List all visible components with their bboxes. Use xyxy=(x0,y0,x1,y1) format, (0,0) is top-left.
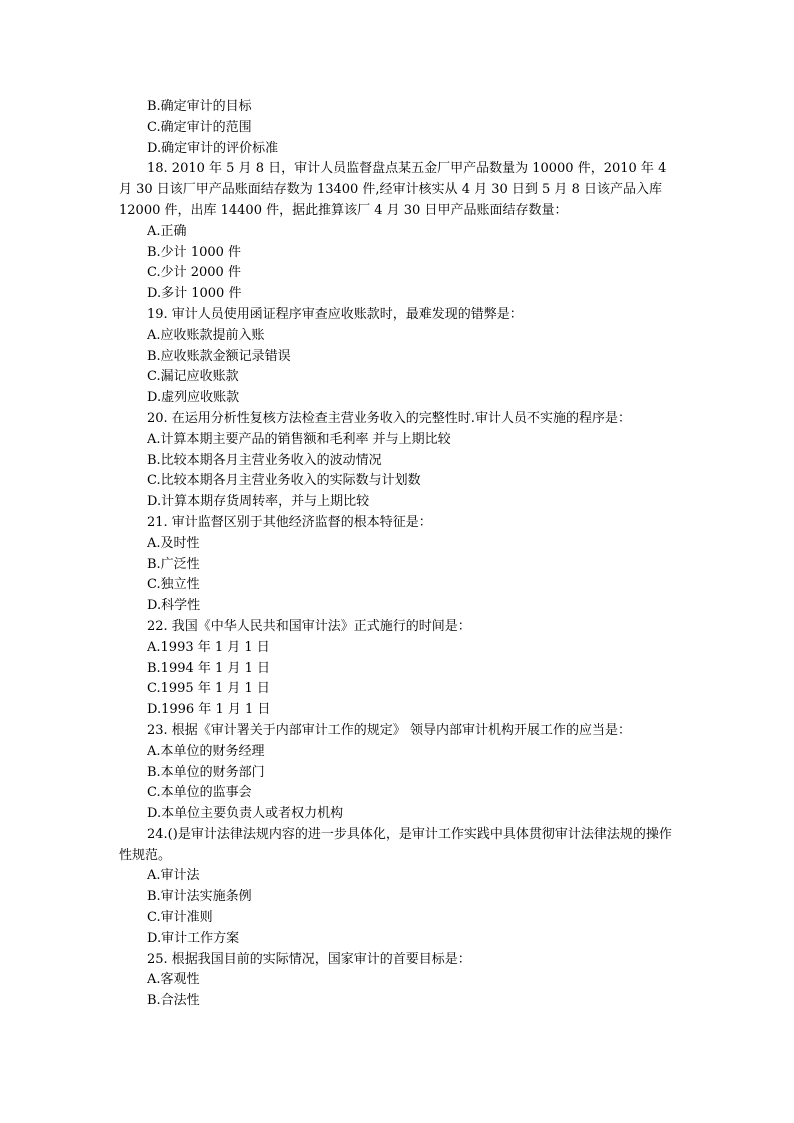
answer-option: B.广泛性 xyxy=(147,556,200,572)
answer-option: A.计算本期主要产品的销售额和毛利率 并与上期比较 xyxy=(147,431,451,447)
answer-option: B.比较本期各月主营业务收入的波动情况 xyxy=(147,452,382,468)
question-text: 20. 在运用分析性复核方法检查主营业务收入的完整性时.审计人员不实施的程序是： xyxy=(147,410,631,426)
answer-option: A.应收账款提前入账 xyxy=(147,327,265,343)
answer-option: C.审计准则 xyxy=(147,910,213,926)
document-body xyxy=(119,97,679,1012)
question-text: 18. 2010 年 5 月 8 日，审计人员监督盘点某五金厂甲产品数量为 10000 件，2010 年 4 月 30 日该厂甲产品账面结存数为 13400 件,经审计核实从 4 月 30 日到 5 月 8 日该产品入库 12000 件，出库 14400 件，据此推算该厂 4 月 30 日甲产品账面结存数量： xyxy=(119,161,667,218)
answer-option: A.1993 年 1 月 1 日 xyxy=(147,639,270,655)
answer-option: D.计算本期存货周转率，并与上期比较 xyxy=(147,494,370,510)
answer-option: D.本单位主要负责人或者权力机构 xyxy=(147,806,344,822)
answer-option: A.正确 xyxy=(147,223,187,239)
answer-option: B.本单位的财务部门 xyxy=(147,764,265,780)
answer-option: B.审计法实施条例 xyxy=(147,889,252,905)
answer-option: B.合法性 xyxy=(147,993,200,1009)
question-text: 24.()是审计法律法规内容的进一步具体化，是审计工作实践中具体贯彻审计法律法规的操作性规范。 xyxy=(119,826,672,863)
answer-option: A.审计法 xyxy=(147,868,200,884)
answer-option: B.1994 年 1 月 1 日 xyxy=(147,660,270,676)
answer-option: B.应收账款金额记录错误 xyxy=(147,348,291,364)
answer-option: C.独立性 xyxy=(147,577,200,593)
question-text: 22. 我国《中华人民共和国审计法》正式施行的时间是： xyxy=(147,618,471,634)
question-text: 19. 审计人员使用函证程序审查应收账款时，最难发现的错弊是： xyxy=(147,306,523,322)
answer-option: C.少计 2000 件 xyxy=(147,265,241,281)
answer-option: A.及时性 xyxy=(147,535,200,551)
answer-option: C.漏记应收账款 xyxy=(147,369,239,385)
answer-option: D.虚列应收账款 xyxy=(147,390,240,406)
answer-option: C.确定审计的范围 xyxy=(147,119,252,135)
question-text: 25. 根据我国目前的实际情况，国家审计的首要目标是： xyxy=(147,951,471,967)
answer-option: A.本单位的财务经理 xyxy=(147,743,265,759)
question-text: 21. 审计监督区别于其他经济监督的根本特征是： xyxy=(147,514,432,530)
answer-option: C.1995 年 1 月 1 日 xyxy=(147,681,270,697)
answer-option: B.确定审计的目标 xyxy=(147,99,252,114)
answer-option: C.比较本期各月主营业务收入的实际数与计划数 xyxy=(147,473,421,489)
question-text: 23. 根据《审计署关于内部审计工作的规定》 领导内部审计机构开展工作的应当是： xyxy=(147,722,631,738)
answer-option: C.本单位的监事会 xyxy=(147,785,252,801)
answer-option: D.确定审计的评价标准 xyxy=(147,140,279,156)
answer-option: A.客观性 xyxy=(147,972,200,988)
answer-option: D.1996 年 1 月 1 日 xyxy=(147,702,271,718)
answer-option: D.审计工作方案 xyxy=(147,930,240,946)
answer-option: B.少计 1000 件 xyxy=(147,244,242,260)
answer-option: D.科学性 xyxy=(147,598,201,614)
answer-option: D.多计 1000 件 xyxy=(147,286,242,302)
